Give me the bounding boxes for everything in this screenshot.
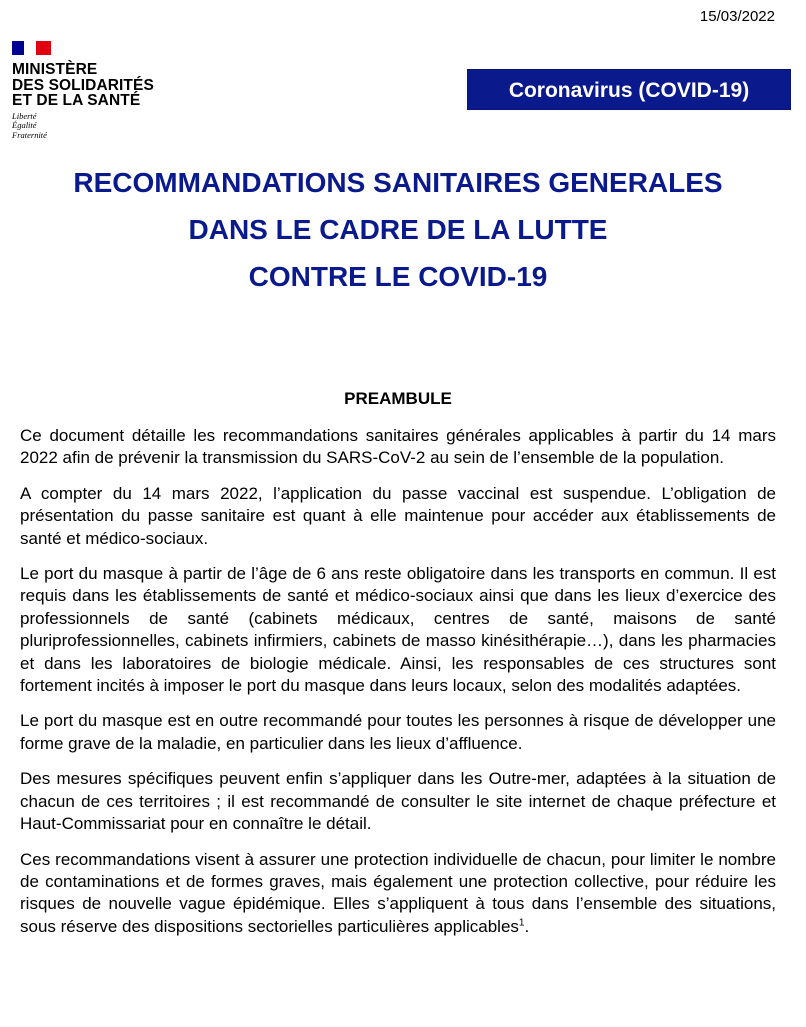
- motto-line: Liberté: [12, 110, 37, 121]
- document-title: [0, 159, 796, 300]
- paragraph-text: Ces recommandations visent à assurer une protection individuelle de chacun, pour limiter le nombre de contaminations et de formes graves, mais également une protection collective, pour réduire les risques de nouvelle vague épidémique. Elles s’appliquent à tous dans l’ensemble des situations, sous réserve des dispositions sectorielles particulières applicables: [20, 849, 776, 936]
- french-flag-icon: [12, 41, 51, 55]
- paragraph: Le port du masque à partir de l’âge de 6 ans reste obligatoire dans les transports en commun. Il est requis dans les établissements de santé et médico-sociaux ainsi que dans les lieux d’exercice des professionnels de santé (cabinets médicaux, centres de santé, maisons de santé pluriprofessionnelles, cabinets infirmiers, cabinets de masso kinésithérapie…), dans les pharmacies et dans les laboratoires de biologie médicale. Ainsi, les responsables de ces structures sont fortement incités à imposer le port du masque dans leurs locaux, selon des modalités adaptées.: [20, 564, 776, 696]
- paragraph: Ces recommandations visent à assurer une protection individuelle de chacun, pour limiter le nombre de contaminations et de formes graves, mais également une protection collective, pour réduire les risques de nouvelle vague épidémique. Elles s’appliquent à tous dans l’ensemble des situations, sous réserve des dispositions sectorielles particulières applicables$^1$.: [20, 849, 776, 936]
- paragraph: Le port du masque est en outre recommandé pour toutes les personnes à risque de développer une forme grave de la maladie, en particulier dans les lieux d’affluence.: [20, 711, 776, 753]
- topic-badge: Coronavirus (COVID-19): [467, 69, 791, 110]
- paragraph: Des mesures spécifiques peuvent enfin s’appliquer dans les Outre-mer, adaptées à la situation de chacun de ces territoires ; il est recommandé de consulter le site internet de chaque préfecture et Haut-Commissariat pour en connaître le détail.: [20, 769, 776, 834]
- republic-motto: [12, 112, 172, 141]
- title-line: DANS LE CADRE DE LA LUTTE: [188, 214, 608, 245]
- preamble-body: [20, 425, 776, 951]
- footnote-marker[interactable]: 1: [518, 917, 525, 929]
- paragraph: A compter du 14 mars 2022, l’application du passe vaccinal est suspendue. L’obligation de présentation du passe sanitaire est quant à elle maintenue pour accéder aux établissements de santé et médico-sociaux.: [20, 483, 776, 548]
- title-line: RECOMMANDATIONS SANITAIRES GENERALES: [73, 167, 723, 198]
- ministry-line: DES SOLIDARITÉS: [12, 76, 154, 94]
- section-heading: PREAMBULE: [344, 389, 452, 408]
- document-date: 15/03/2022: [699, 8, 775, 25]
- motto-line: Fraternité: [12, 129, 47, 140]
- ministry-line: MINISTÈRE: [12, 61, 98, 78]
- title-line: CONTRE LE COVID-19: [248, 261, 548, 292]
- ministry-logo: [12, 41, 172, 140]
- ministry-name: [12, 62, 172, 109]
- motto-line: Égalité: [12, 120, 37, 130]
- ministry-line: ET DE LA SANTÉ: [12, 92, 141, 109]
- paragraph: Ce document détaille les recommandations sanitaires générales applicables à partir du 14 mars 2022 afin de prévenir la transmission du SARS-CoV-2 au sein de l’ensemble de la population.: [20, 426, 776, 468]
